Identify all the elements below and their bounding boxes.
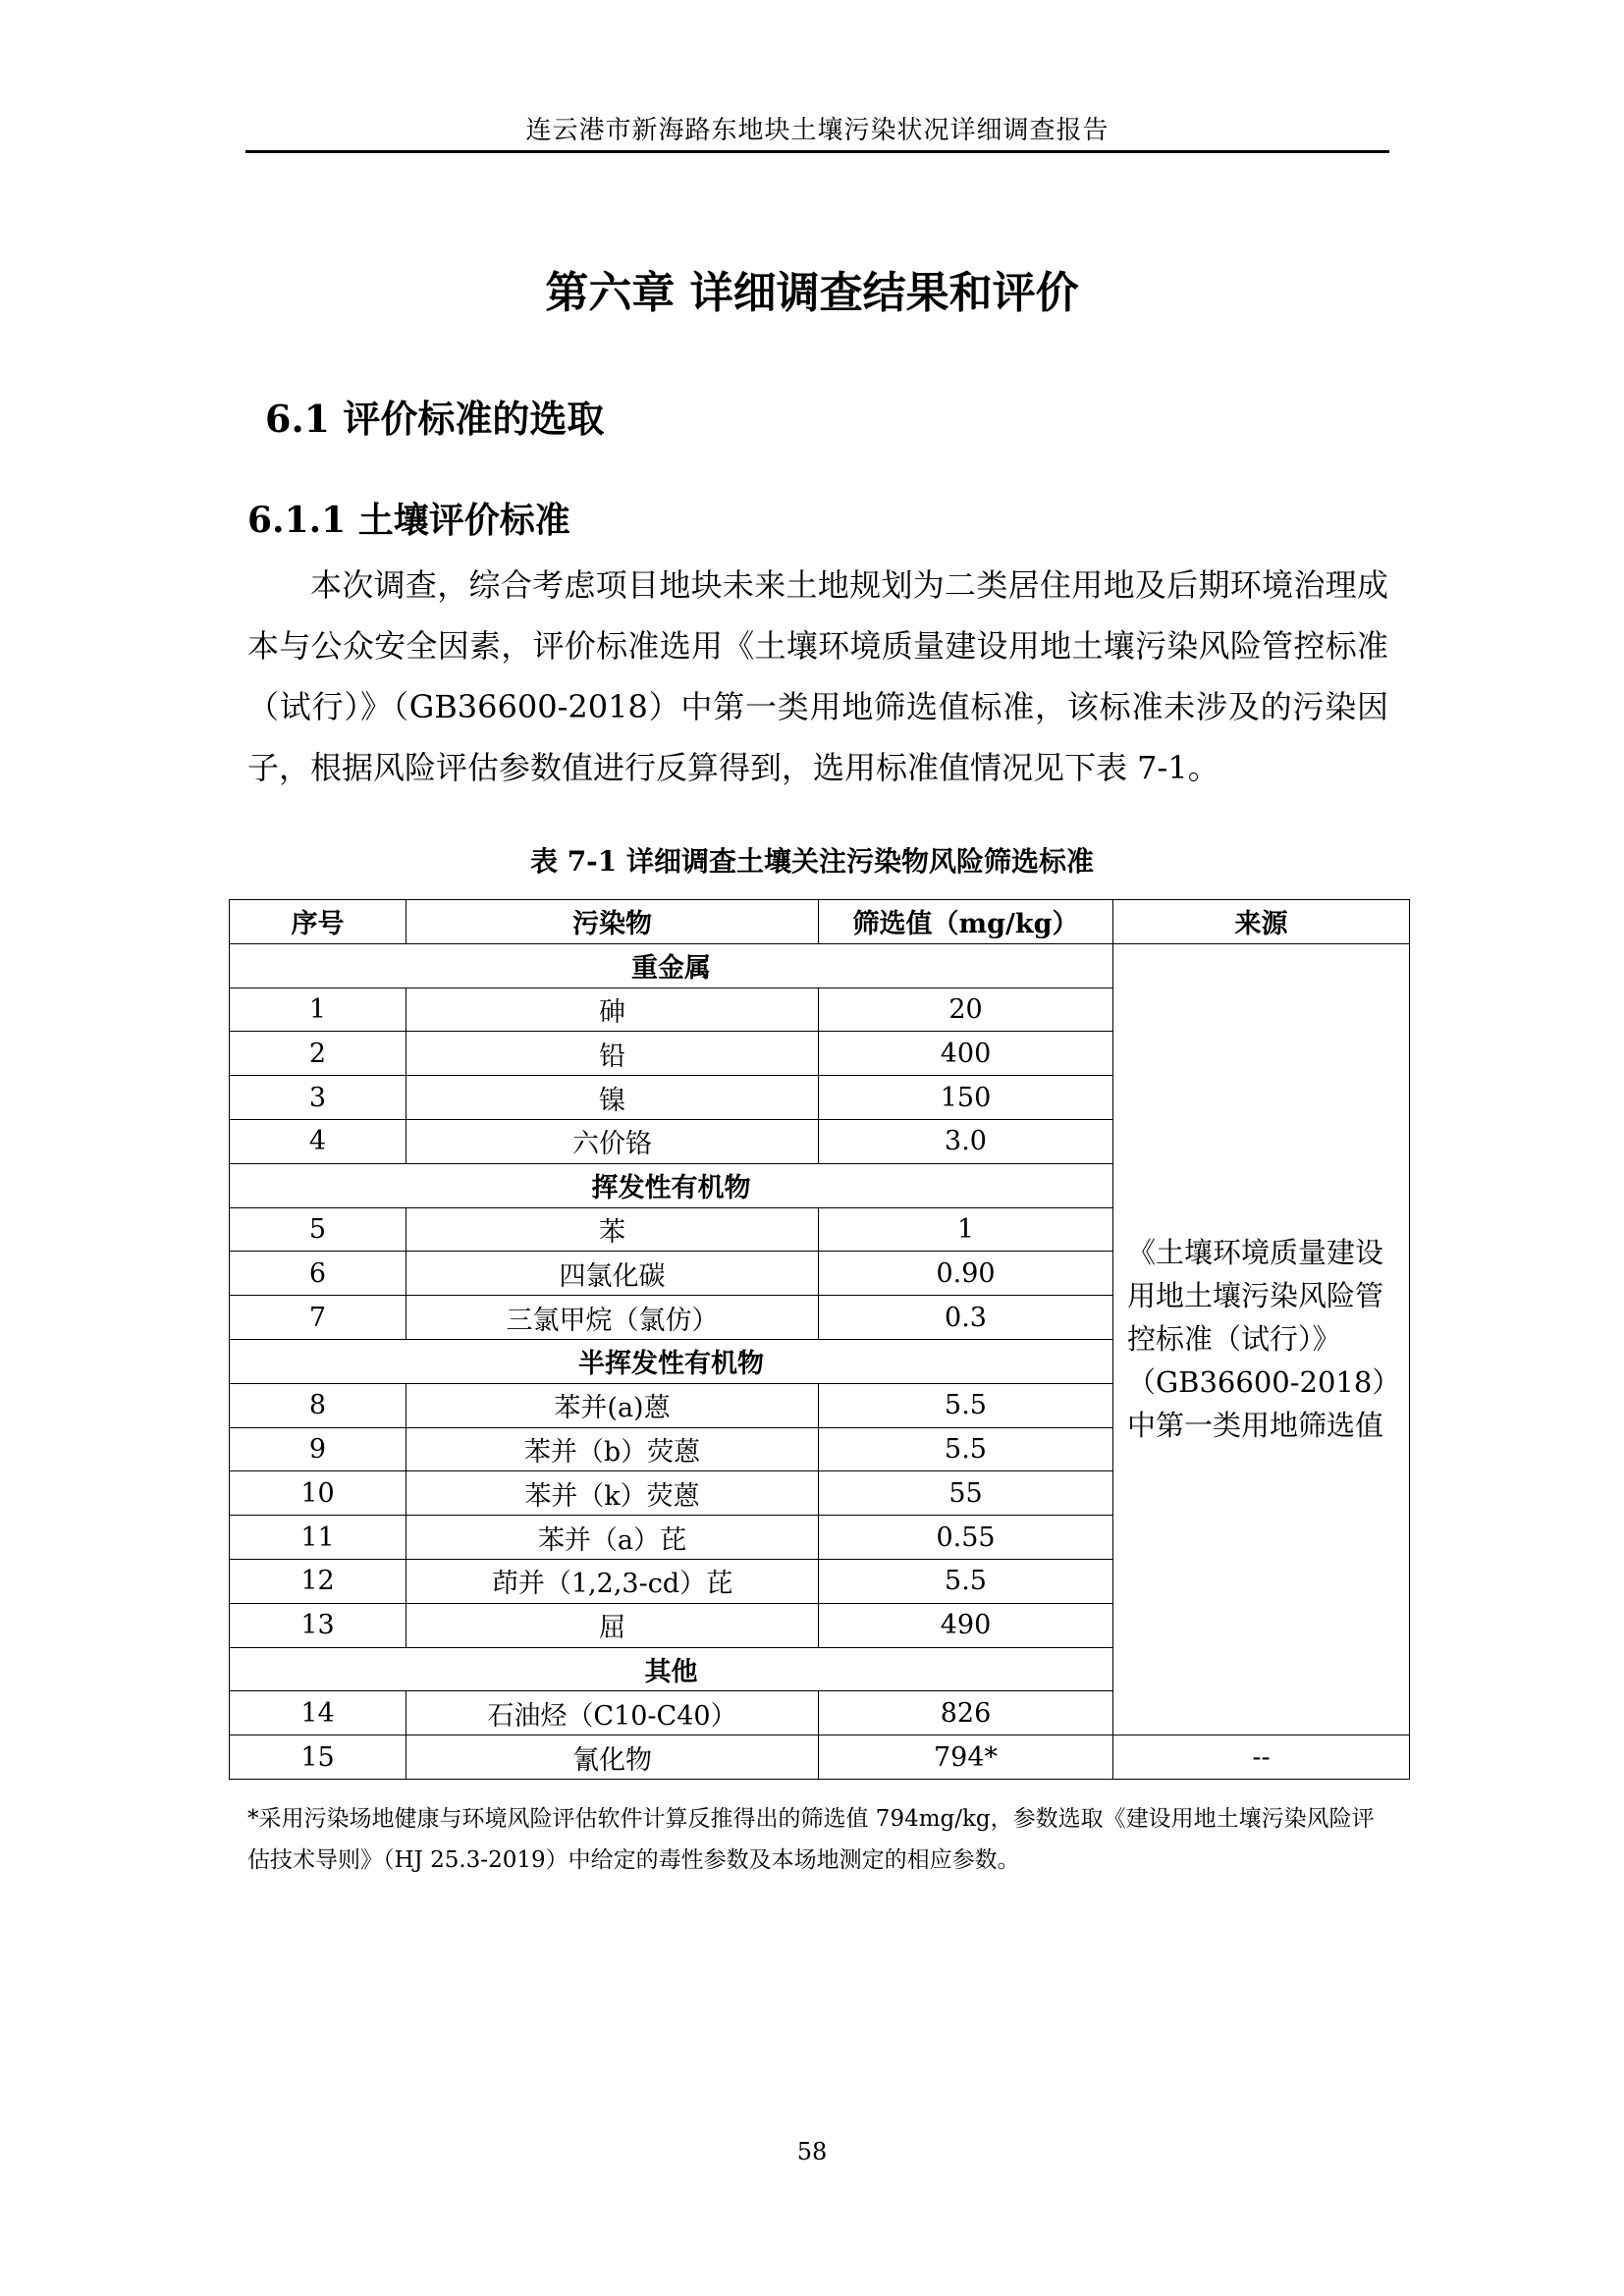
group-heavy-metals: 重金属 bbox=[230, 943, 1113, 988]
cell-serial: 15 bbox=[230, 1735, 406, 1780]
cell-pollutant: 茚并（1,2,3-cd）芘 bbox=[406, 1559, 819, 1603]
header-rule bbox=[245, 150, 1389, 153]
body-paragraph: 本次调查，综合考虑项目地块未来土地规划为二类居住用地及后期环境治理成本与公众安全因素，评价标准选用《土壤环境质量建设用地土壤污染风险管控标准（试行）》（GB36600-2018）中第一类用地筛选值标准，该标准未涉及的污染因子，根据风险评估参数值进行反算得到，选用标准值情况见下表 7-1。 bbox=[247, 566, 1388, 786]
cell-value: 490 bbox=[819, 1603, 1113, 1647]
cell-serial: 5 bbox=[230, 1207, 406, 1252]
cell-serial: 6 bbox=[230, 1252, 406, 1296]
header-serial: 序号 bbox=[230, 900, 406, 944]
cell-value: 1 bbox=[819, 1207, 1113, 1252]
cell-value: 150 bbox=[819, 1076, 1113, 1120]
cell-pollutant: 六价铬 bbox=[406, 1119, 819, 1163]
cell-serial: 9 bbox=[230, 1427, 406, 1471]
cell-pollutant: 四氯化碳 bbox=[406, 1252, 819, 1296]
cell-pollutant: 镍 bbox=[406, 1076, 819, 1120]
cell-value: 794* bbox=[819, 1735, 1113, 1780]
cell-value: 5.5 bbox=[819, 1383, 1113, 1427]
cell-value: 55 bbox=[819, 1471, 1113, 1516]
screening-standard-table bbox=[229, 899, 1410, 1780]
table-header-row bbox=[230, 900, 1410, 944]
source-cell: 《土壤环境质量建设用地土壤污染风险管控标准（试行）》（GB36600-2018）中第一类用地筛选值 bbox=[1113, 943, 1410, 1735]
table-row bbox=[230, 1735, 1410, 1780]
cell-serial: 1 bbox=[230, 988, 406, 1032]
cell-serial: 10 bbox=[230, 1471, 406, 1516]
table-caption: 表 7-1 详细调查土壤关注污染物风险筛选标准 bbox=[529, 845, 1095, 878]
cell-value: 826 bbox=[819, 1691, 1113, 1735]
cell-value: 0.55 bbox=[819, 1516, 1113, 1560]
cell-value: 20 bbox=[819, 988, 1113, 1032]
group-other: 其他 bbox=[230, 1647, 1113, 1691]
cell-serial: 3 bbox=[230, 1076, 406, 1120]
cell-pollutant: 石油烃（C10-C40） bbox=[406, 1691, 819, 1735]
cell-value: 0.90 bbox=[819, 1252, 1113, 1296]
header-source: 来源 bbox=[1113, 900, 1410, 944]
cell-serial: 7 bbox=[230, 1296, 406, 1340]
cell-pollutant: 苯 bbox=[406, 1207, 819, 1252]
cell-serial: 4 bbox=[230, 1119, 406, 1163]
cell-serial: 14 bbox=[230, 1691, 406, 1735]
group-row bbox=[230, 943, 1410, 988]
cell-pollutant: 苯并（b）荧蒽 bbox=[406, 1427, 819, 1471]
header-screening-value: 筛选值（mg/kg） bbox=[819, 900, 1113, 944]
header-pollutant: 污染物 bbox=[406, 900, 819, 944]
chapter-title: 第六章 详细调查结果和评价 bbox=[545, 268, 1079, 318]
cell-pollutant: 苯并(a)蒽 bbox=[406, 1383, 819, 1427]
cell-value: 5.5 bbox=[819, 1427, 1113, 1471]
cell-value: 3.0 bbox=[819, 1119, 1113, 1163]
subsection-title: 6.1.1 土壤评价标准 bbox=[247, 500, 570, 541]
group-vocs: 挥发性有机物 bbox=[230, 1163, 1113, 1207]
cell-value: 0.3 bbox=[819, 1296, 1113, 1340]
page-number: 58 bbox=[796, 2138, 828, 2165]
cell-value: 400 bbox=[819, 1032, 1113, 1076]
cell-pollutant: 苯并（a）芘 bbox=[406, 1516, 819, 1560]
table-footnote: *采用污染场地健康与环境风险评估软件计算反推得出的筛选值 794mg/kg，参数选取《建设用地土壤污染风险评估技术导则》（HJ 25.3-2019）中给定的毒性参数及本场地测定的相应参数。 bbox=[247, 1806, 1375, 1873]
cell-serial: 13 bbox=[230, 1603, 406, 1647]
cell-serial: 2 bbox=[230, 1032, 406, 1076]
cell-value: 5.5 bbox=[819, 1559, 1113, 1603]
section-title: 6.1 评价标准的选取 bbox=[265, 397, 605, 441]
cell-source: -- bbox=[1113, 1735, 1410, 1780]
cell-pollutant: 氰化物 bbox=[406, 1735, 819, 1780]
cell-pollutant: 砷 bbox=[406, 988, 819, 1032]
cell-pollutant: 铅 bbox=[406, 1032, 819, 1076]
cell-pollutant: 苯并（k）荧蒽 bbox=[406, 1471, 819, 1516]
cell-serial: 8 bbox=[230, 1383, 406, 1427]
cell-serial: 12 bbox=[230, 1559, 406, 1603]
cell-pollutant: 三氯甲烷（氯仿） bbox=[406, 1296, 819, 1340]
cell-serial: 11 bbox=[230, 1516, 406, 1560]
group-svocs: 半挥发性有机物 bbox=[230, 1339, 1113, 1383]
cell-pollutant: 屈 bbox=[406, 1603, 819, 1647]
running-header: 连云港市新海路东地块土壤污染状况详细调查报告 bbox=[525, 116, 1110, 145]
